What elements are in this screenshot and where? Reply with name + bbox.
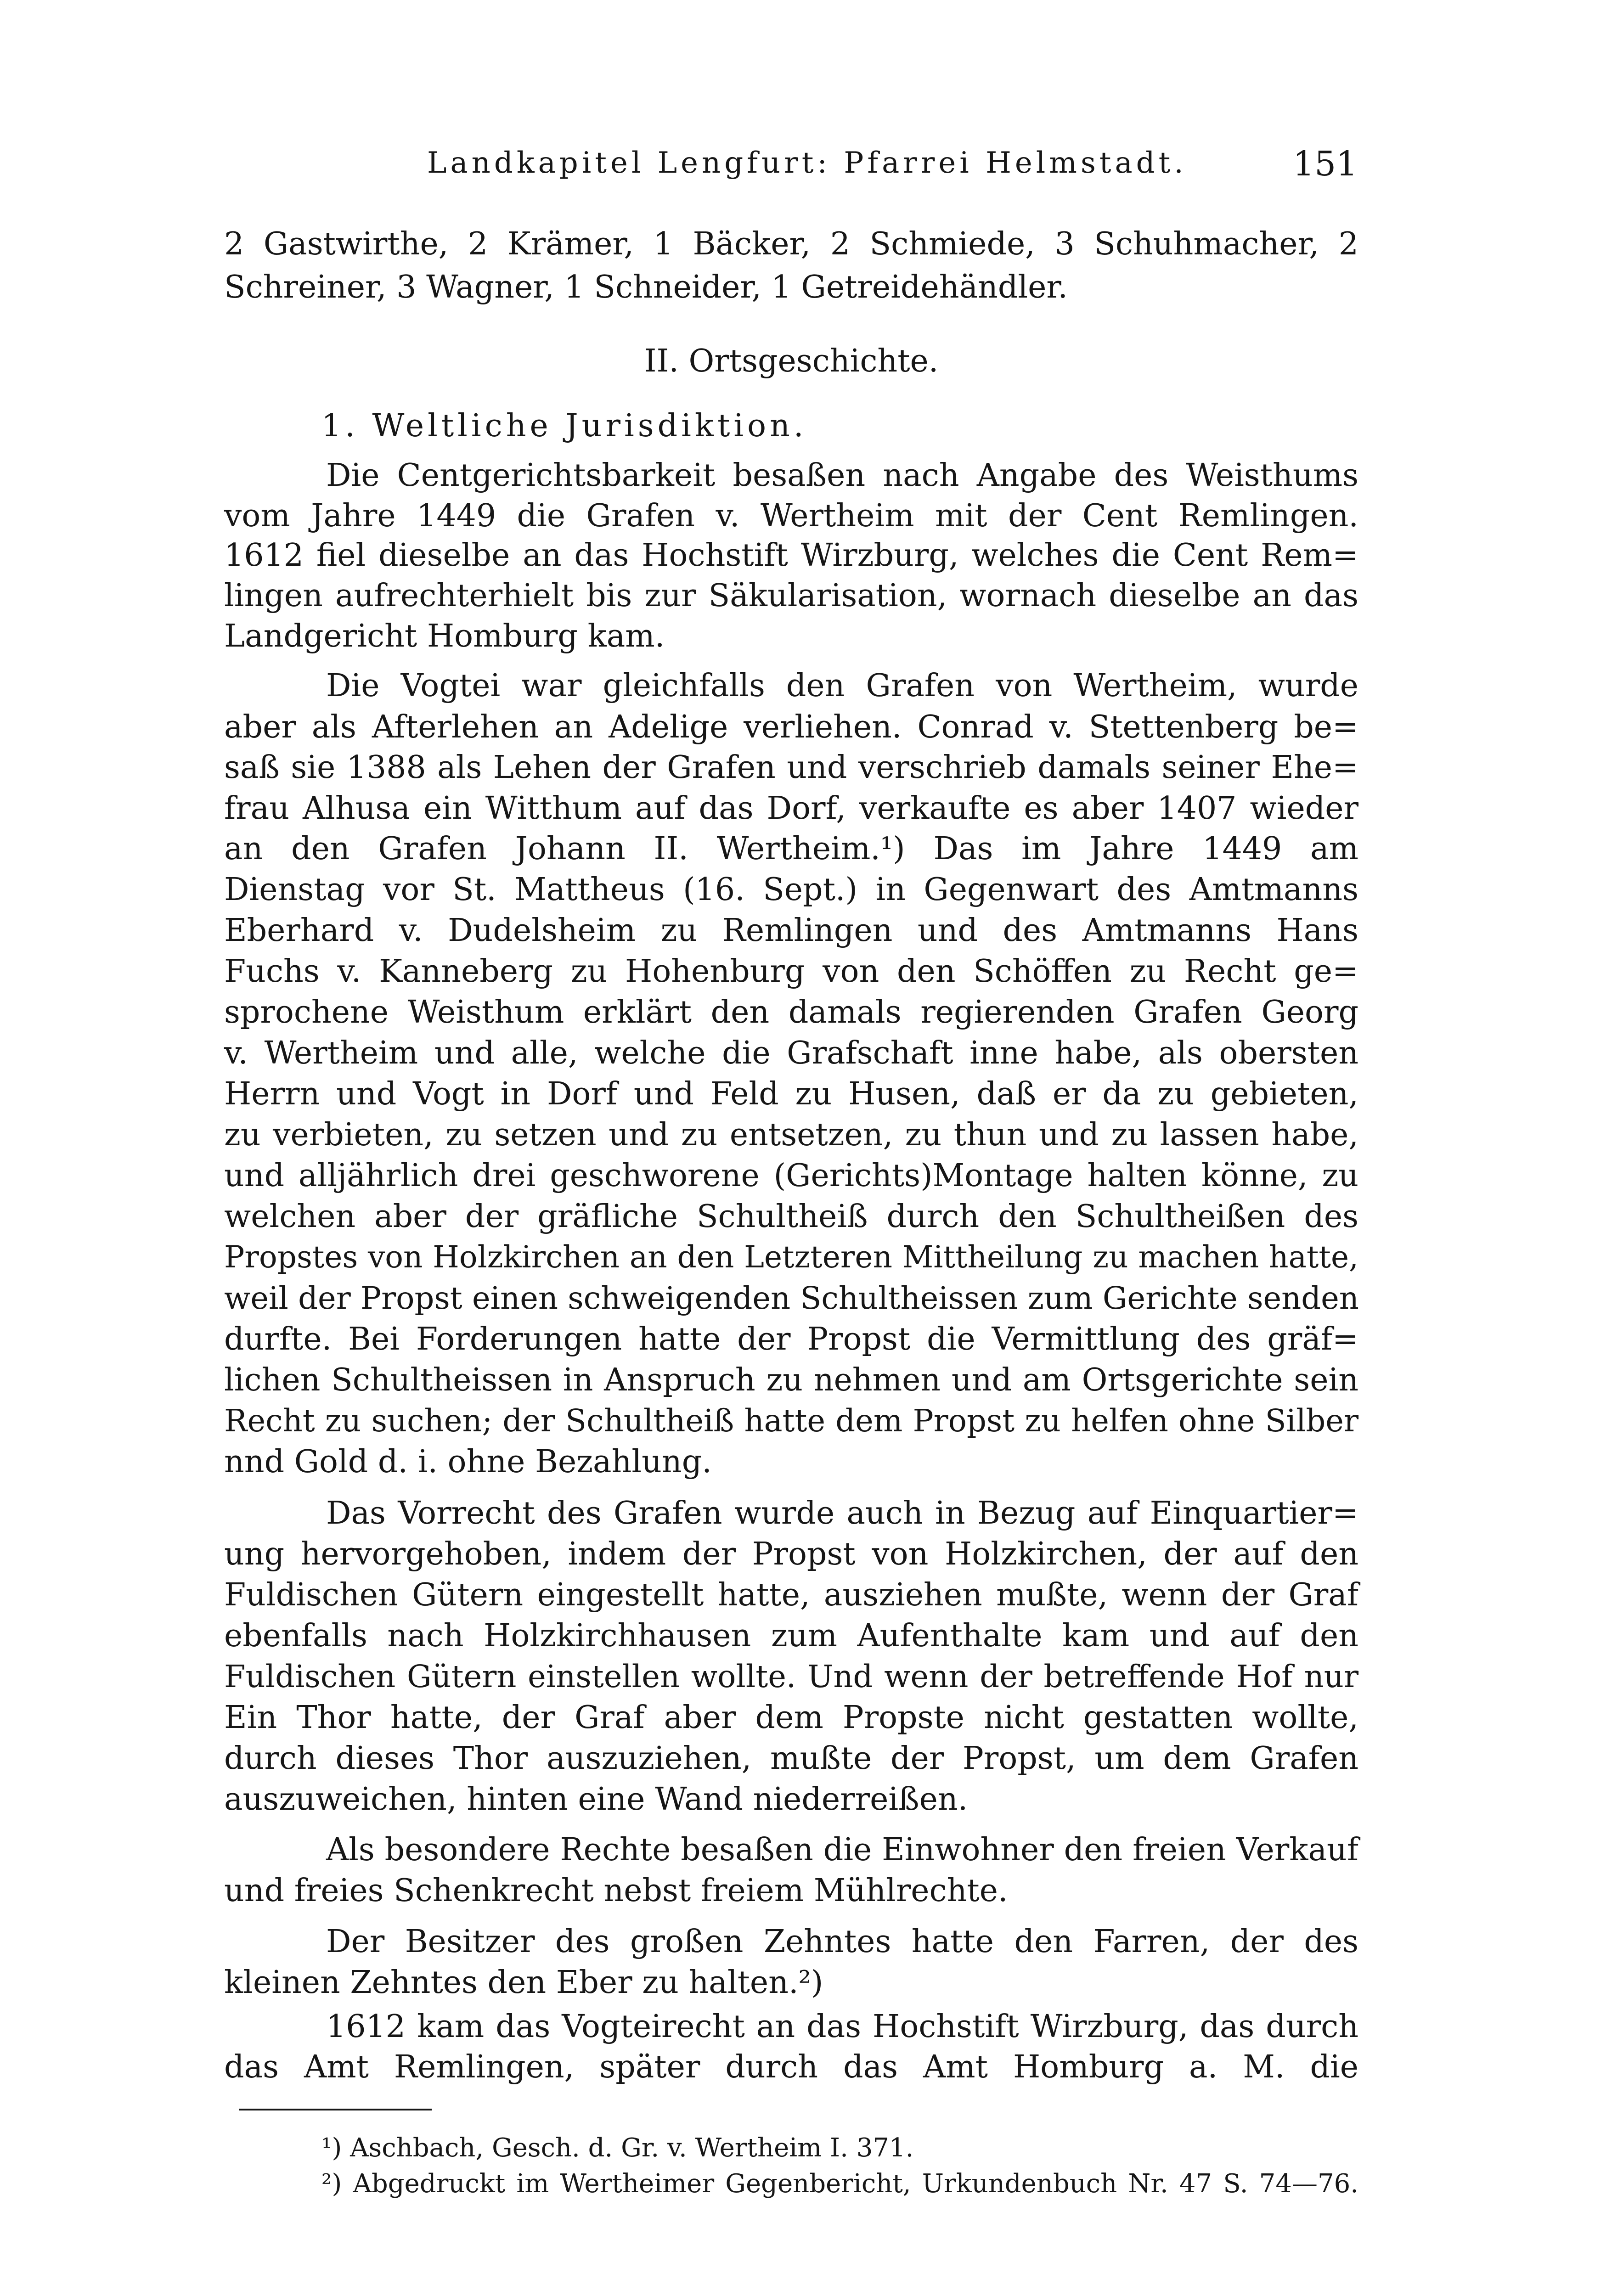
text-line: kleinen Zehntes den Eber zu halten.²) — [224, 1964, 823, 2001]
text-line: Propstes von Holzkirchen an den Letzteren Mittheilung zu machen hatte, — [224, 1239, 1358, 1275]
text-line: Fuldischen Gütern eingestellt hatte, ausziehen mußte, wenn der Graf — [224, 1577, 1358, 1613]
text-line: Recht zu suchen; der Schultheiß hatte dem Propst zu helfen ohne Silber — [224, 1403, 1358, 1439]
text-line: vom Jahre 1449 die Grafen v. Wertheim mit der Cent Remlingen. — [224, 498, 1358, 534]
text-line: Die Vogtei war gleichfalls den Grafen von Wertheim, wurde — [326, 668, 1358, 704]
text-line: Die Centgerichtsbarkeit besaßen nach Angabe des Weisthums — [326, 457, 1358, 494]
text-line: Ein Thor hatte, der Graf aber dem Propste nicht gestatten wollte, — [224, 1699, 1358, 1736]
text-line: ung hervorgehoben, indem der Propst von Holzkirchen, der auf den — [224, 1536, 1358, 1572]
text-line: Eberhard v. Dudelsheim zu Remlingen und des Amtmanns Hans — [224, 912, 1358, 949]
text-line: sprochene Weisthum erklärt den damals regierenden Grafen Georg — [224, 994, 1358, 1030]
text-line: durch dieses Thor auszuziehen, mußte der Propst, um dem Grafen — [224, 1740, 1358, 1777]
section-heading: II. Ortsgeschichte. — [644, 343, 939, 379]
footnote: ¹) Aschbach, Gesch. d. Gr. v. Wertheim I. 371. — [321, 2133, 914, 2163]
text-line: 2 Gastwirthe, 2 Krämer, 1 Bäcker, 2 Schmiede, 3 Schuhmacher, 2 — [224, 226, 1358, 262]
text-line: aber als Afterlehen an Adelige verliehen. Conrad v. Stettenberg be= — [224, 709, 1358, 745]
text-line: Landgericht Homburg kam. — [224, 618, 665, 654]
subsection-heading: 1. Weltliche Jurisdiktion. — [321, 408, 807, 444]
text-line: 1612 kam das Vogteirecht an das Hochstift Wirzburg, das durch — [326, 2009, 1358, 2045]
text-line: Als besondere Rechte besaßen die Einwohner den freien Verkauf — [326, 1832, 1358, 1868]
page-number: 151 — [1293, 144, 1358, 184]
text-line: auszuweichen, hinten eine Wand niederreißen. — [224, 1781, 968, 1818]
text-line: und freies Schenkrecht nebst freiem Mühlrechte. — [224, 1873, 1008, 1909]
text-line: frau Alhusa ein Witthum auf das Dorf, verkaufte es aber 1407 wieder — [224, 790, 1358, 827]
text-line: das Amt Remlingen, später durch das Amt Homburg a. M. die — [224, 2049, 1358, 2085]
text-line: Das Vorrecht des Grafen wurde auch in Bezug auf Einquartier= — [326, 1495, 1358, 1531]
footnote: ²) Abgedruckt im Wertheimer Gegenbericht, Urkundenbuch Nr. 47 S. 74—76. — [321, 2169, 1358, 2199]
text-line: und alljährlich drei geschworene (Gerichts)Montage halten könne, zu — [224, 1158, 1358, 1194]
text-line: welchen aber der gräfliche Schultheiß durch den Schultheißen des — [224, 1199, 1358, 1235]
text-line: v. Wertheim und alle, welche die Grafschaft inne habe, als obersten — [224, 1035, 1358, 1071]
text-line: weil der Propst einen schweigenden Schultheissen zum Gerichte senden — [224, 1280, 1359, 1316]
text-line: Schreiner, 3 Wagner, 1 Schneider, 1 Getreidehändler. — [224, 269, 1068, 305]
text-line: Fuldischen Gütern einstellen wollte. Und wenn der betreffende Hof nur — [224, 1659, 1358, 1694]
running-title: Landkapitel Lengfurt: Pfarrei Helmstadt. — [427, 146, 1187, 180]
text-line: Fuchs v. Kanneberg zu Hohenburg von den Schöffen zu Recht ge= — [224, 953, 1358, 990]
text-line: Herrn und Vogt in Dorf und Feld zu Husen, daß er da zu gebieten, — [224, 1076, 1358, 1112]
text-line: an den Grafen Johann II. Wertheim.¹) Das im Jahre 1449 am — [224, 831, 1358, 867]
text-line: durfte. Bei Forderungen hatte der Propst die Vermittlung des gräf= — [224, 1321, 1358, 1357]
text-line: lichen Schultheissen in Anspruch zu nehmen und am Ortsgerichte sein — [224, 1362, 1358, 1398]
text-line: zu verbieten, zu setzen und zu entsetzen, zu thun und zu lassen habe, — [224, 1117, 1358, 1153]
text-line: nnd Gold d. i. ohne Bezahlung. — [224, 1444, 712, 1480]
text-line: 1612 fiel dieselbe an das Hochstift Wirzburg, welches die Cent Rem= — [224, 537, 1358, 574]
footnote-divider — [239, 2109, 432, 2110]
text-line: ebenfalls nach Holzkirchhausen zum Aufenthalte kam und auf den — [224, 1618, 1358, 1654]
text-line: Der Besitzer des großen Zehntes hatte den Farren, der des — [326, 1924, 1358, 1960]
text-line: lingen aufrechterhielt bis zur Säkularisation, wornach dieselbe an das — [224, 578, 1358, 614]
text-line: Dienstag vor St. Mattheus (16. Sept.) in Gegenwart des Amtmanns — [224, 872, 1358, 908]
text-line: saß sie 1388 als Lehen der Grafen und verschrieb damals seiner Ehe= — [224, 749, 1358, 786]
